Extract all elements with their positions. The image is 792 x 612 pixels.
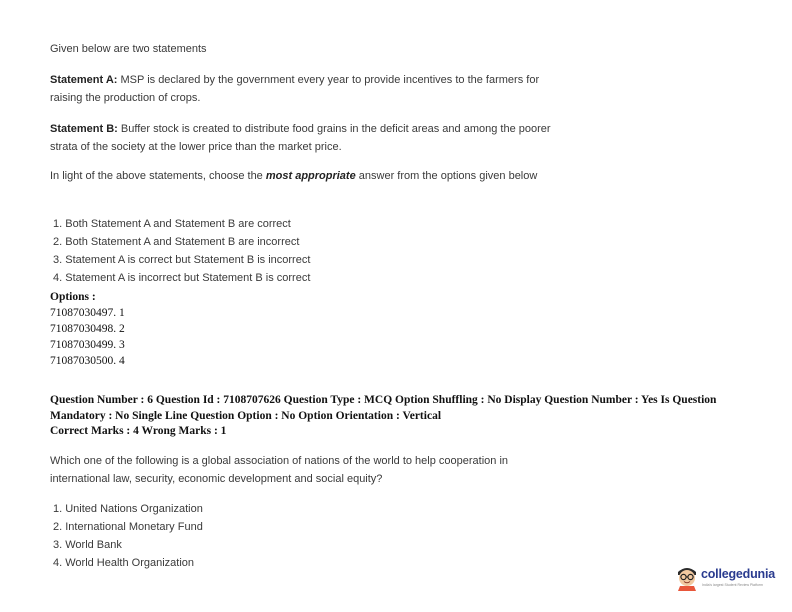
list-item: 4. World Health Organization [53, 557, 195, 569]
brand-tagline: India's largest Student Review Platform [702, 583, 763, 587]
collegedunia-logo [674, 563, 784, 593]
instruction-emphasis: most appropriate [265, 170, 356, 182]
statement-b-label: Statement B: [50, 123, 118, 135]
q6-choice-list [53, 500, 563, 572]
option-id: 71087030498. 2 [50, 323, 125, 335]
q5-choice-list [53, 215, 563, 287]
marks-line: Correct Marks : 4 Wrong Marks : 1 [50, 425, 227, 437]
list-item: 2. Both Statement A and Statement B are incorrect [53, 236, 300, 248]
option-id: 71087030499. 3 [50, 339, 125, 351]
instruction-pre: In light of the above statements, choose the [50, 170, 266, 182]
statement-a [50, 71, 560, 107]
instruction-post: answer from the options given below [355, 170, 538, 182]
question-text: Which one of the following is a global association of nations of the world to help cooperation in international law, security, economic development and social equity? [50, 455, 509, 485]
statement-a-text: MSP is declared by the government every year to provide incentives to the farmers for raising the production of crops. [50, 74, 540, 104]
options-block [50, 289, 560, 369]
list-item: 1. United Nations Organization [53, 503, 203, 515]
question-meta: Question Number : 6 Question Id : 7108707626 Question Type : MCQ Option Shuffling : No Display Question Number : Yes Is Question Mandatory : No Single Line Question Option : No Option Orientation : Vertical [50, 394, 717, 422]
brand-name: collegedunia [701, 567, 776, 581]
question-intro: Given below are two statements [50, 43, 207, 55]
list-item: 3. World Bank [53, 539, 122, 551]
list-item: 1. Both Statement A and Statement B are correct [53, 218, 291, 230]
list-item: 2. International Monetary Fund [53, 521, 203, 533]
statement-b-text: Buffer stock is created to distribute food grains in the deficit areas and among the poorer strata of the society at the lower price than the market price. [50, 123, 551, 153]
list-item: 4. Statement A is incorrect but Statement B is correct [53, 272, 311, 284]
instruction [50, 167, 560, 185]
option-id: 71087030497. 1 [50, 307, 125, 319]
statement-b [50, 120, 560, 156]
option-id: 71087030500. 4 [50, 355, 125, 367]
options-label: Options : [50, 291, 96, 303]
statement-a-label: Statement A: [50, 74, 118, 86]
mascot-icon [674, 563, 700, 591]
list-item: 3. Statement A is correct but Statement B is incorrect [53, 254, 311, 266]
